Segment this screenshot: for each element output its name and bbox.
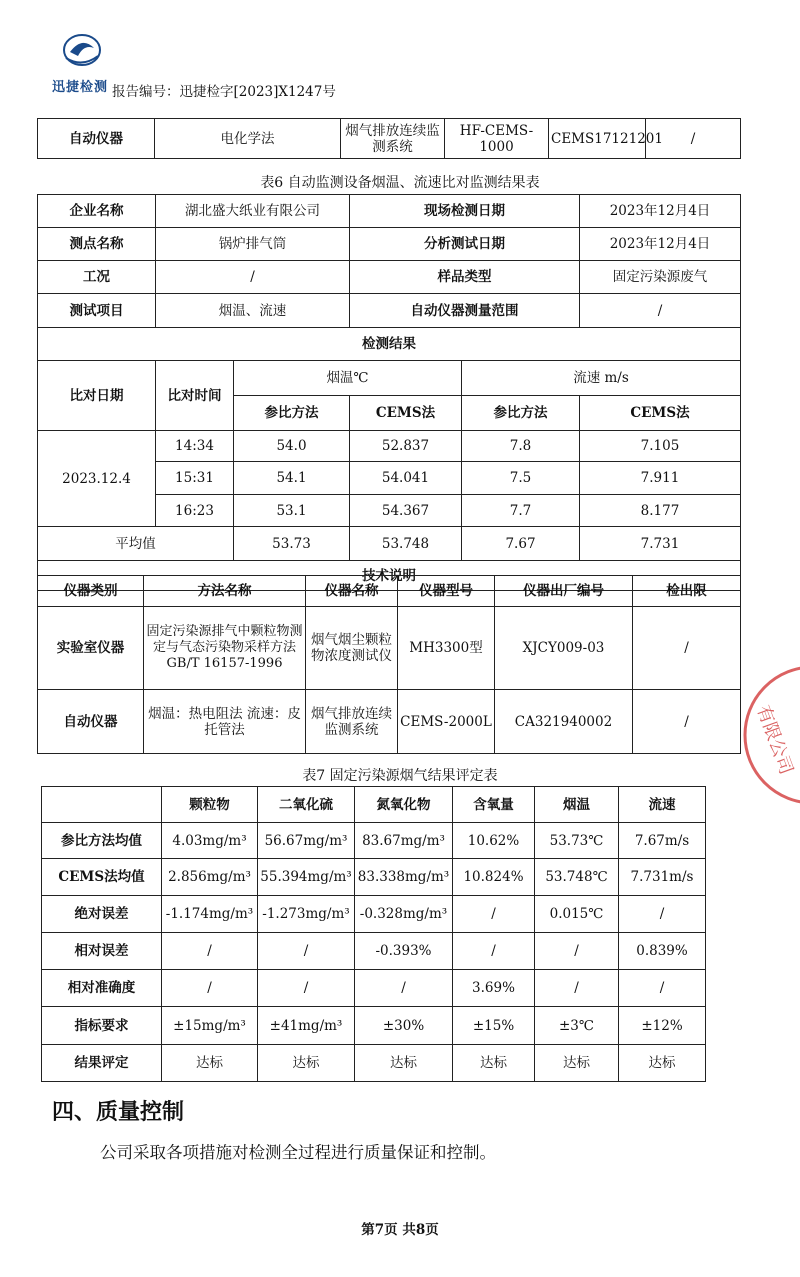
t7-row-label: 结果评定 — [42, 1045, 162, 1082]
info-label: 工况 — [38, 261, 156, 294]
avg-cell: 53.73 — [234, 527, 350, 561]
tech-header: 方法名称 — [144, 576, 306, 607]
data-cell: 54.1 — [234, 462, 350, 495]
data-cell: 8.177 — [580, 495, 741, 527]
t7-cell: / — [619, 896, 706, 933]
t7-cell: 83.338mg/m³ — [355, 859, 453, 896]
t7-header: 烟温 — [535, 787, 619, 823]
info-value: / — [156, 261, 350, 294]
t7-cell: / — [162, 970, 258, 1007]
tech-cell: 实验室仪器 — [38, 607, 144, 690]
data-cell: 7.7 — [462, 495, 580, 527]
t7-cell: / — [535, 933, 619, 970]
t7-cell: 达标 — [619, 1045, 706, 1082]
t7-cell: 达标 — [258, 1045, 355, 1082]
t7-cell: 3.69% — [453, 970, 535, 1007]
report-number: 报告编号：迅捷检字[2023]X1247号 — [112, 84, 336, 100]
data-cell: 7.105 — [580, 431, 741, 462]
t7-cell: 55.394mg/m³ — [258, 859, 355, 896]
data-cell: 52.837 — [350, 431, 462, 462]
info-value: 2023年12月4日 — [580, 228, 741, 261]
info-label: 测点名称 — [38, 228, 156, 261]
avg-cell: 53.748 — [350, 527, 462, 561]
t7-row-label: 相对准确度 — [42, 970, 162, 1007]
tech-header: 检出限 — [633, 576, 741, 607]
info-value: 2023年12月4日 — [580, 195, 741, 228]
avg-cell: 7.67 — [462, 527, 580, 561]
sub-header: 参比方法 — [462, 396, 580, 431]
top-cell: 自动仪器 — [38, 119, 155, 159]
tech-cell: 烟气烟尘颗粒物浓度测试仪 — [306, 607, 398, 690]
data-cell: 15:31 — [156, 462, 234, 495]
tech-cell: 固定污染源排气中颗粒物测定与气态污染物采样方法 GB/T 16157-1996 — [144, 607, 306, 690]
data-cell: 7.911 — [580, 462, 741, 495]
t7-cell: / — [535, 970, 619, 1007]
tech-cell: CA321940002 — [495, 690, 633, 754]
t7-cell: 7.67m/s — [619, 823, 706, 859]
sub-header: 参比方法 — [234, 396, 350, 431]
t7-cell: 2.856mg/m³ — [162, 859, 258, 896]
data-cell: 54.0 — [234, 431, 350, 462]
t7-cell: / — [258, 970, 355, 1007]
t7-cell: -0.393% — [355, 933, 453, 970]
top-cell: CEMS17121201 — [549, 119, 646, 159]
info-value: 湖北盛大纸业有限公司 — [156, 195, 350, 228]
t7-cell: ±15% — [453, 1007, 535, 1045]
info-label: 样品类型 — [350, 261, 580, 294]
t7-row-label: 绝对误差 — [42, 896, 162, 933]
t7-header: 含氧量 — [453, 787, 535, 823]
t7-cell: / — [162, 933, 258, 970]
t7-header: 二氧化硫 — [258, 787, 355, 823]
tech-table — [37, 575, 741, 754]
logo-text: 迅捷检测 — [52, 80, 109, 95]
t7-cell: / — [258, 933, 355, 970]
data-cell: 54.041 — [350, 462, 462, 495]
t7-cell: 53.73℃ — [535, 823, 619, 859]
t7-cell: ±41mg/m³ — [258, 1007, 355, 1045]
tech-cell: XJCY009-03 — [495, 607, 633, 690]
tech-cell: 自动仪器 — [38, 690, 144, 754]
table6 — [37, 194, 741, 591]
results-title: 检测结果 — [38, 328, 741, 361]
t7-cell: 53.748℃ — [535, 859, 619, 896]
t7-cell: 达标 — [355, 1045, 453, 1082]
t7-cell: 达标 — [162, 1045, 258, 1082]
t7-cell: -1.273mg/m³ — [258, 896, 355, 933]
t7-header — [42, 787, 162, 823]
t7-cell: 56.67mg/m³ — [258, 823, 355, 859]
top-cell: / — [646, 119, 741, 159]
t7-cell: -1.174mg/m³ — [162, 896, 258, 933]
t7-cell: -0.328mg/m³ — [355, 896, 453, 933]
temp-group-header: 烟温℃ — [234, 361, 462, 396]
t7-row-label: 相对误差 — [42, 933, 162, 970]
info-value: 固定污染源废气 — [580, 261, 741, 294]
info-value: / — [580, 294, 741, 328]
page-footer: 第7页 共8页 — [361, 1222, 439, 1238]
compare-date: 2023.12.4 — [38, 431, 156, 527]
tech-title: 技术说明 — [38, 561, 741, 591]
tech-cell: / — [633, 607, 741, 690]
t7-row-label: 参比方法均值 — [42, 823, 162, 859]
company-seal-icon — [735, 660, 800, 810]
top-cell: 电化学法 — [155, 119, 341, 159]
data-cell: 14:34 — [156, 431, 234, 462]
tech-cell: 烟温：热电阻法 流速：皮托管法 — [144, 690, 306, 754]
tech-cell: 烟气排放连续监测系统 — [306, 690, 398, 754]
t7-cell: / — [619, 970, 706, 1007]
top-cell: HF-CEMS-1000 — [445, 119, 549, 159]
t7-cell: 83.67mg/m³ — [355, 823, 453, 859]
table6-caption: 表6 自动监测设备烟温、流速比对监测结果表 — [260, 175, 540, 191]
tech-header: 仪器类别 — [38, 576, 144, 607]
top-cell: 烟气排放连续监测系统 — [341, 119, 445, 159]
col-date-header: 比对日期 — [38, 361, 156, 431]
avg-label: 平均值 — [38, 527, 234, 561]
tech-header: 仪器型号 — [398, 576, 495, 607]
continuation-table — [37, 118, 741, 159]
t7-cell: ±30% — [355, 1007, 453, 1045]
avg-cell: 7.731 — [580, 527, 741, 561]
t7-row-label: CEMS法均值 — [42, 859, 162, 896]
data-cell: 7.8 — [462, 431, 580, 462]
section-paragraph: 公司采取各项措施对检测全过程进行质量保证和控制。 — [100, 1143, 496, 1162]
info-label: 企业名称 — [38, 195, 156, 228]
t7-cell: / — [355, 970, 453, 1007]
t7-cell: 达标 — [453, 1045, 535, 1082]
t7-cell: ±3℃ — [535, 1007, 619, 1045]
tech-cell: MH3300型 — [398, 607, 495, 690]
t7-cell: 10.824% — [453, 859, 535, 896]
section-heading: 四、质量控制 — [52, 1099, 185, 1125]
t7-header: 流速 — [619, 787, 706, 823]
t7-cell: / — [453, 896, 535, 933]
t7-row-label: 指标要求 — [42, 1007, 162, 1045]
t7-cell: 0.839% — [619, 933, 706, 970]
info-value: 锅炉排气筒 — [156, 228, 350, 261]
tech-cell: / — [633, 690, 741, 754]
t7-cell: 0.015℃ — [535, 896, 619, 933]
info-label: 测试项目 — [38, 294, 156, 328]
tech-cell: CEMS-2000L — [398, 690, 495, 754]
t7-cell: / — [453, 933, 535, 970]
table7 — [41, 786, 706, 1082]
sub-header: CEMS法 — [580, 396, 741, 431]
speed-group-header: 流速 m/s — [462, 361, 741, 396]
sub-header: CEMS法 — [350, 396, 462, 431]
t7-cell: ±12% — [619, 1007, 706, 1045]
table7-caption: 表7 固定污染源烟气结果评定表 — [302, 768, 498, 784]
t7-header: 颗粒物 — [162, 787, 258, 823]
tech-header: 仪器名称 — [306, 576, 398, 607]
info-value: 烟温、流速 — [156, 294, 350, 328]
data-cell: 16:23 — [156, 495, 234, 527]
data-cell: 54.367 — [350, 495, 462, 527]
col-time-header: 比对时间 — [156, 361, 234, 431]
t7-cell: 4.03mg/m³ — [162, 823, 258, 859]
t7-cell: 10.62% — [453, 823, 535, 859]
info-label: 现场检测日期 — [350, 195, 580, 228]
info-label: 自动仪器测量范围 — [350, 294, 580, 328]
t7-cell: ±15mg/m³ — [162, 1007, 258, 1045]
data-cell: 7.5 — [462, 462, 580, 495]
t7-cell: 7.731m/s — [619, 859, 706, 896]
tech-header: 仪器出厂编号 — [495, 576, 633, 607]
svg-text:有限公司: 有限公司 — [752, 702, 797, 778]
t7-header: 氮氧化物 — [355, 787, 453, 823]
data-cell: 53.1 — [234, 495, 350, 527]
info-label: 分析测试日期 — [350, 228, 580, 261]
t7-cell: 达标 — [535, 1045, 619, 1082]
